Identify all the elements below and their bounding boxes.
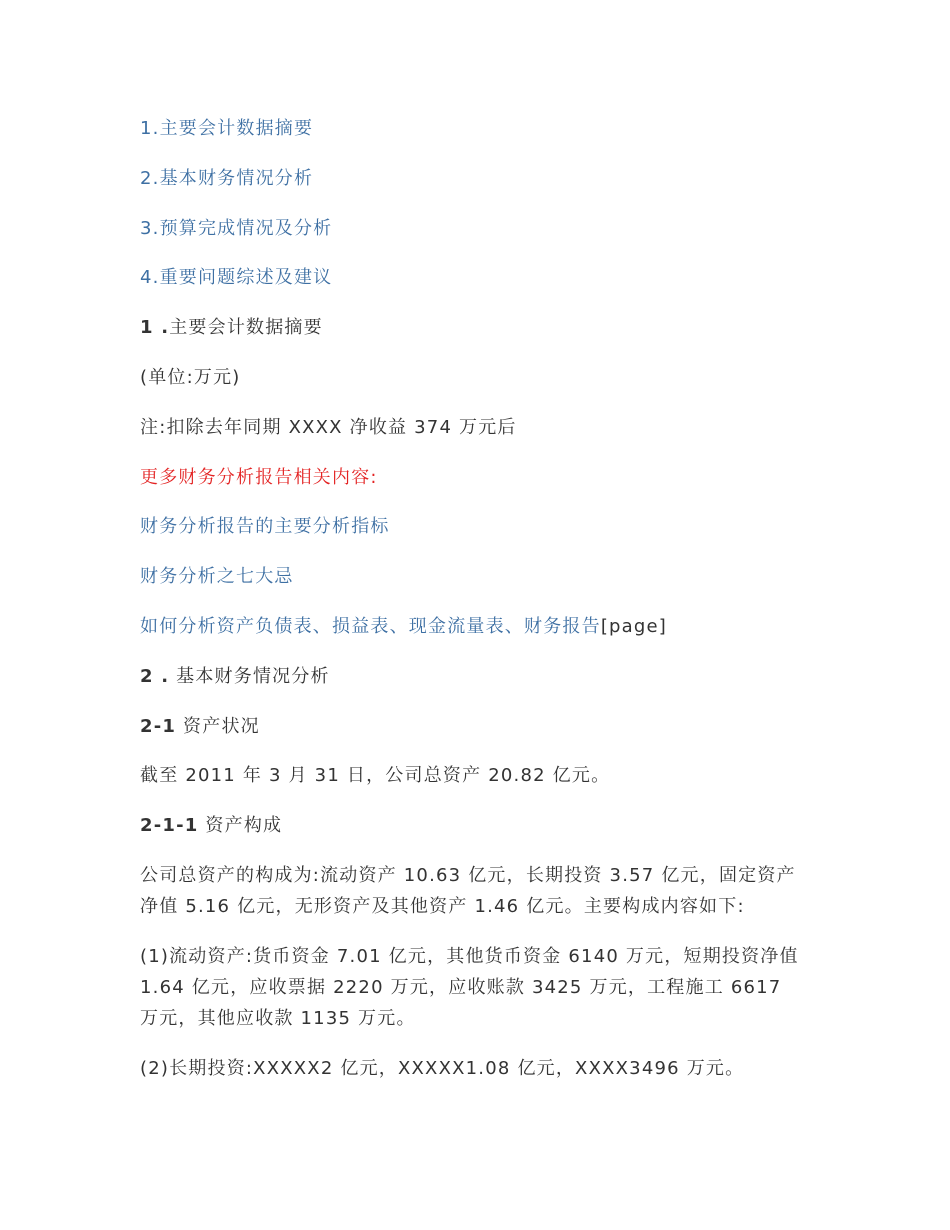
document-body bbox=[140, 113, 800, 1102]
section-2-heading bbox=[140, 661, 800, 692]
subsection-2-1-1-heading bbox=[140, 810, 800, 841]
toc-link-1[interactable]: 1.主要会计数据摘要 bbox=[140, 118, 314, 139]
section-1-heading bbox=[140, 312, 800, 343]
related-heading bbox=[140, 462, 800, 493]
related-link-1[interactable]: 财务分析报告的主要分析指标 bbox=[140, 516, 390, 538]
toc-link-2[interactable]: 2.基本财务情况分析 bbox=[140, 167, 314, 189]
current-assets-paragraph: (1)流动资产:货币资金 7.01 亿元，其他货币资金 6140 万元，短期投资净值 1.64 亿元，应收票据 2220 万元，应收账款 3425 万元，工程施工 6617 万元，其他应收款 1135 万元。 bbox=[140, 945, 799, 1029]
toc-link-4[interactable]: 4.重要问题综述及建议 bbox=[140, 267, 333, 289]
unit-note: (单位:万元) bbox=[140, 366, 241, 388]
subsection-2-1-heading bbox=[140, 711, 800, 742]
total-assets-paragraph: 截至 2011 年 3 月 31 日，公司总资产 20.82 亿元。 bbox=[140, 765, 611, 787]
related-heading-prefix: 更多财务分析报告 bbox=[140, 466, 294, 488]
subsection-2-1-number: 2-1 bbox=[140, 715, 177, 737]
asset-composition-paragraph: 公司总资产的构成为:流动资产 10.63 亿元，长期投资 3.57 亿元，固定资产净值 5.16 亿元，无形资产及其他资产 1.46 亿元。主要构成内容如下: bbox=[140, 864, 796, 917]
related-link-3[interactable]: 如何分析资产负债表、损益表、现金流量表、财务报告 bbox=[140, 615, 601, 637]
section-2-number: 2 . bbox=[140, 665, 170, 687]
subsection-2-1-title: 资产状况 bbox=[176, 715, 260, 737]
section-1-title: 主要会计数据摘要 bbox=[169, 317, 323, 339]
toc-link-3[interactable]: 3.预算完成情况及分析 bbox=[140, 217, 333, 239]
section-1-number: 1 . bbox=[140, 317, 170, 339]
long-term-investment-paragraph: (2)长期投资:XXXXX2 亿元，XXXXX1.08 亿元，XXXX3496 万元。 bbox=[140, 1057, 745, 1079]
subsection-2-1-1-title: 资产构成 bbox=[198, 815, 283, 837]
subsection-2-1-1-number: 2-1-1 bbox=[140, 815, 199, 837]
related-link-3-line bbox=[140, 611, 800, 642]
page-tag: [page] bbox=[600, 615, 668, 637]
deduction-note: 注:扣除去年同期 XXXX 净收益 374 万元后 bbox=[140, 416, 517, 438]
related-link-2[interactable]: 财务分析之七大忌 bbox=[140, 566, 294, 588]
related-heading-suffix: 相关内容: bbox=[293, 466, 378, 488]
section-2-title: 基本财务情况分析 bbox=[169, 665, 330, 687]
